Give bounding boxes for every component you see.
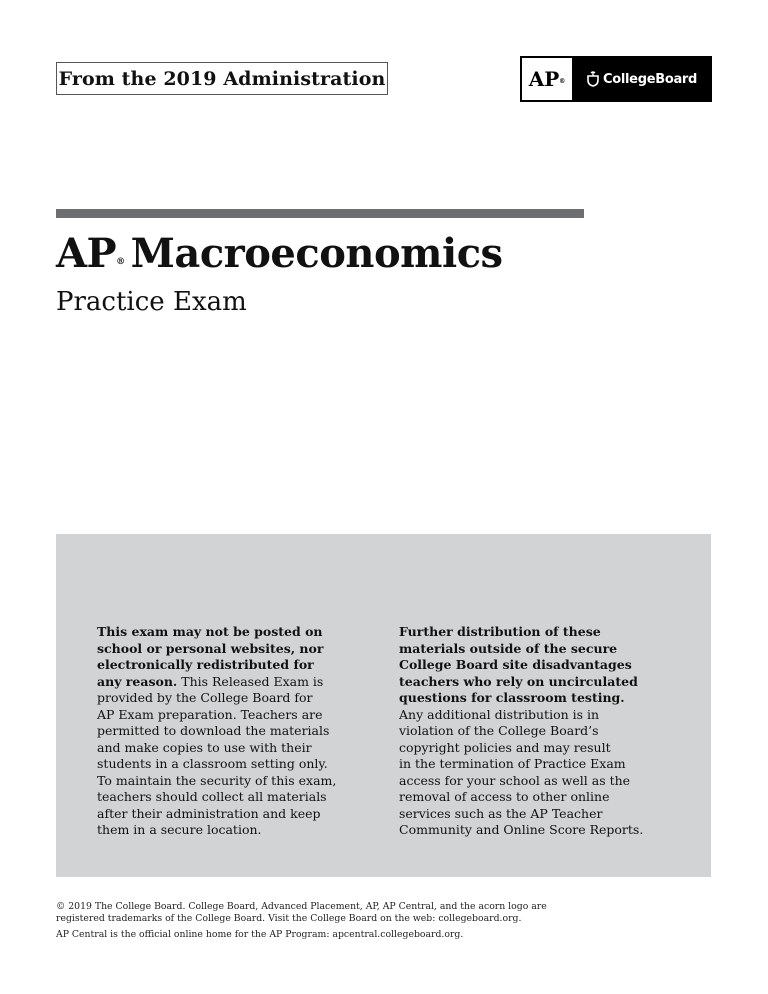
administration-label-text: From the 2019 Administration (58, 67, 386, 90)
page-title (56, 226, 503, 282)
footer-line: registered trademarks of the College Board. Visit the College Board on the web: collegeboard.org. (56, 913, 522, 924)
ap-collegeboard-logo (520, 56, 712, 102)
notice-line (97, 674, 357, 691)
notice-line: This exam may not be posted on (97, 624, 323, 639)
notice-line: services such as the AP Teacher (399, 805, 603, 821)
notice-line: Any additional distribution is in (399, 706, 600, 722)
page-subtitle: Practice Exam (56, 287, 247, 317)
notice-line: teachers who rely on uncirculated (399, 673, 638, 689)
notice-line: materials outside of the secure (399, 640, 618, 656)
security-notice-box (56, 534, 711, 877)
notice-line: students in a classroom setting only. (97, 756, 328, 771)
title-prefix: AP (56, 230, 117, 277)
notice-line: after their administration and keep (97, 805, 321, 821)
notice-line: removal of access to other online (399, 789, 610, 804)
notice-right-column (399, 624, 669, 839)
ap-logo-text: AP (528, 67, 560, 91)
notice-line: provided by the College Board for (97, 690, 313, 705)
collegeboard-logo (586, 71, 697, 87)
notice-line: permitted to download the materials (97, 723, 330, 738)
notice-bold-fragment: any reason. (97, 673, 178, 689)
notice-line: access for your school as well as the (399, 772, 631, 788)
notice-line: Further distribution of these (399, 624, 601, 639)
notice-line: questions for classroom testing. (399, 690, 625, 705)
notice-line: violation of the College Board’s (399, 723, 599, 738)
notice-line: AP Exam preparation. Teachers are (97, 706, 323, 722)
notice-line: school or personal websites, nor (97, 640, 324, 656)
acorn-icon (586, 71, 600, 87)
ap-logo (522, 58, 572, 100)
notice-line: them in a secure location. (97, 822, 262, 837)
notice-line: College Board site disadvantages (399, 657, 632, 672)
notice-line: Community and Online Score Reports. (399, 822, 644, 837)
collegeboard-logo-text: CollegeBoard (603, 71, 698, 87)
title-main: Macroeconomics (130, 230, 503, 277)
administration-label (56, 62, 388, 95)
notice-line: To maintain the security of this exam, (97, 772, 337, 788)
notice-left-column (97, 624, 357, 839)
notice-line: and make copies to use with their (97, 739, 312, 755)
title-registered-mark: ® (116, 257, 125, 267)
notice-line: electronically redistributed for (97, 657, 314, 672)
footer-line: © 2019 The College Board. College Board, Advanced Placement, AP, AP Central, and the acorn logo are (56, 901, 547, 912)
notice-line: in the termination of Practice Exam (399, 756, 626, 771)
notice-line: copyright policies and may result (399, 739, 611, 755)
registered-mark: ® (559, 77, 566, 85)
title-rule (56, 209, 584, 218)
footer-line: AP Central is the official online home for the AP Program: apcentral.collegeboard.org. (56, 929, 464, 940)
copyright-footer (56, 901, 547, 941)
notice-line: teachers should collect all materials (97, 789, 327, 804)
notice-regular-fragment: This Released Exam is (177, 673, 324, 689)
